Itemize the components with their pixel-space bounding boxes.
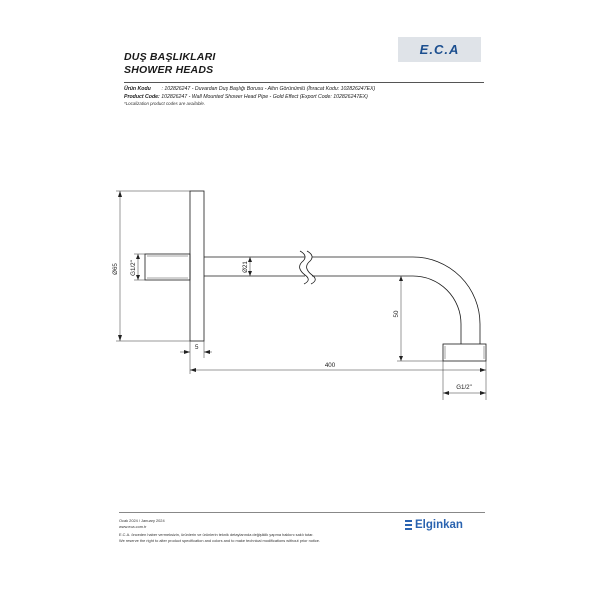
title-english: SHOWER HEADS — [124, 64, 214, 76]
wall-flange — [190, 191, 204, 341]
product-code-en-value: 102826247 - Wall Mounted Shower Head Pipe - Gold Effect (Export Code: 102826247EX) — [161, 94, 368, 100]
pipe-bend-inner — [413, 276, 461, 344]
footer-disclaimer-en: We reserve the right to alter product specification and colors and to make technical modifications without prior notice. — [119, 538, 321, 543]
dim-thread-right: G1/2" — [456, 384, 472, 391]
dim-drop: 50 — [393, 310, 400, 318]
eca-logo-text: E.C.A — [419, 42, 460, 57]
dim-flange-diameter: Ø65 — [112, 263, 119, 275]
elginkan-mark-icon — [405, 520, 412, 530]
elginkan-logo — [405, 519, 463, 531]
thread-left — [145, 254, 190, 280]
product-code-tr-value: : 102826247 - Duvardan Duş Başlığı Borusu - Altın Görünümlü (İhracat Kodu: 102826247EX) — [161, 86, 376, 92]
product-code-tr-label: Ürün Kodu — [124, 86, 151, 92]
localization-note: *Localization product codes are available. — [124, 101, 206, 106]
thread-outlet — [443, 344, 486, 361]
product-code-en-label: Product Code: — [124, 94, 160, 100]
footer-divider — [119, 512, 485, 513]
footer-website[interactable]: www.eca.com.tr — [119, 524, 147, 529]
dim-length: 400 — [324, 362, 336, 369]
pipe-bend-outer — [413, 257, 480, 344]
footer-date: Ocak 2024 / January 2024 — [119, 518, 165, 523]
title-turkish: DUŞ BAŞLIKLARI — [124, 51, 216, 63]
elginkan-brand-text: Elginkan — [415, 519, 463, 531]
footer-disclaimer-tr: E.C.A. önceden haber vermeksizin, ürünlerin ve ürünlerin teknik detaylarında değişiklik yapma hakkını saklı tutar. — [119, 532, 314, 537]
dim-flange-thickness: 5 — [195, 344, 199, 351]
dim-pipe-diameter: Ø21 — [242, 261, 249, 273]
dim-thread-left: G1/2" — [130, 260, 137, 276]
